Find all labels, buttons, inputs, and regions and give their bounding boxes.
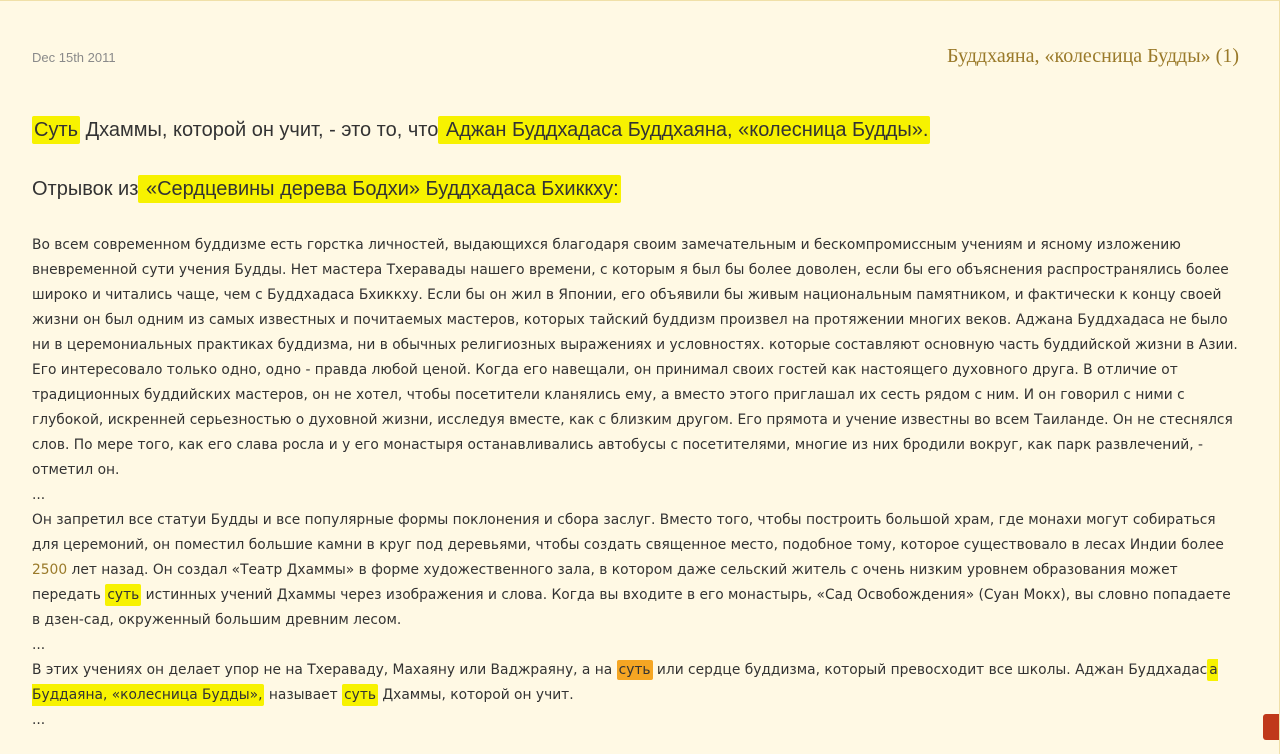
post-title-link[interactable]: Буддхаяна, «колесница Будды» (1) xyxy=(947,45,1239,67)
post-title[interactable] xyxy=(947,45,1239,68)
heading-essence-middle: Дхаммы, которой он учит, - это то, что xyxy=(80,119,439,141)
paragraph-3-text-a: В этих учениях он делает упор не на Тхераваду, Махаяну или Ваджраяну, а на xyxy=(32,662,617,678)
ellipsis: ... xyxy=(32,487,46,503)
paragraph-1: Во всем современном буддизме есть горстка личностей, выдающихся благодаря своим замечательным и бескомпромиссным учениям и ясному изложению вневременной сути учения Будды. Нет мастера Тхеравады нашего времени, с которым я был бы более доволен, если бы его объяснения распространялись более широко и читались чаще, чем с Буддхадаса Бхиккху. Если бы он жил в Японии, его объявили бы живым национальным памятником, и фактически к концу своей жизни он был одним из самых известных и почитаемых мастеров, которых тайский буддизм произвел на протяжении многих веков. Аджана Буддхадаса не было ни в церемониальных практиках буддизма, ни в обычных религиозных выражениях и условностях. которые составляют основную часть буддийской жизни в Азии. Его интересовало только одно, одно - правда любой ценой. Когда его навещали, он принимал своих гостей как настоящего духовного друга. В отличие от традиционных буддийских мастеров, он не хотел, чтобы посетители кланялись ему, а вместо этого приглашал их сесть рядом с ним. И он говорил с ними с глубокой, искренней серьезностью о духовной жизни, исследуя вместе, как с близким другом. Его прямота и учение известны во всем Таиланде. Он не стеснялся слов. По мере того, как его слава росла и у его монастыря останавливались автобусы с посетителями, многие из них бродили вокруг, как парк развлечений, - отметил он. xyxy=(32,237,1238,478)
ellipsis: ... xyxy=(32,637,46,653)
highlight-buddhayana-inline: а Буддаяна, «колесница Будды», xyxy=(32,659,1218,706)
paragraph-3-text-b: или сердце буддизма, который превосходит все школы. Аджан Буддхадас xyxy=(652,662,1208,678)
heading-essence xyxy=(32,119,930,142)
ellipsis: ... xyxy=(32,712,46,728)
corner-tab[interactable] xyxy=(1263,714,1279,740)
paragraph-2-text-c: истинных учений Дхаммы через изображения и слова. Когда вы входите в его монастырь, «Сад Освобождения» (Суан Мокх), вы словно попадаете в дзен-сад, окруженный большим древним лесом. xyxy=(32,587,1231,628)
highlight-essence: Суть xyxy=(32,116,80,144)
heading-excerpt xyxy=(32,178,621,201)
highlight-book-title: «Сердцевины дерева Бодхи» Буддхадаса Бхиккху: xyxy=(138,175,620,203)
post-body xyxy=(32,233,1242,733)
highlight-essence-word: суть xyxy=(342,684,378,706)
paragraph-2-text-b: лет назад. Он создал «Театр Дхаммы» в форме художественного зала, в котором даже сельский житель с очень низким уровнем образования может передать xyxy=(32,562,1178,603)
highlight-essence-word: суть xyxy=(105,584,141,606)
paragraph-2-text-a: Он запретил все статуи Будды и все популярные формы поклонения и сбора заслуг. Вместо того, чтобы построить большой храм, где монахи могут собираться для церемоний, он поместил большие камни в круг под деревьями, чтобы создать священное место, подобное тому, которое существовало в лесах Индии более xyxy=(32,512,1224,553)
paragraph-3-text-c: называет xyxy=(264,687,343,703)
paragraph-3 xyxy=(32,658,1242,708)
highlight-buddhayana: Аджан Буддхадаса Буддхаяна, «колесница Будды». xyxy=(438,116,930,144)
heading-excerpt-lead: Отрывок из xyxy=(32,178,139,200)
paragraph-2 xyxy=(32,508,1242,633)
highlight-essence-word-current: суть xyxy=(618,662,651,678)
year-number: 2500 xyxy=(32,562,68,578)
post-date: Dec 15th 2011 xyxy=(32,50,116,65)
paragraph-3-text-d: Дхаммы, которой он учит. xyxy=(377,687,574,703)
